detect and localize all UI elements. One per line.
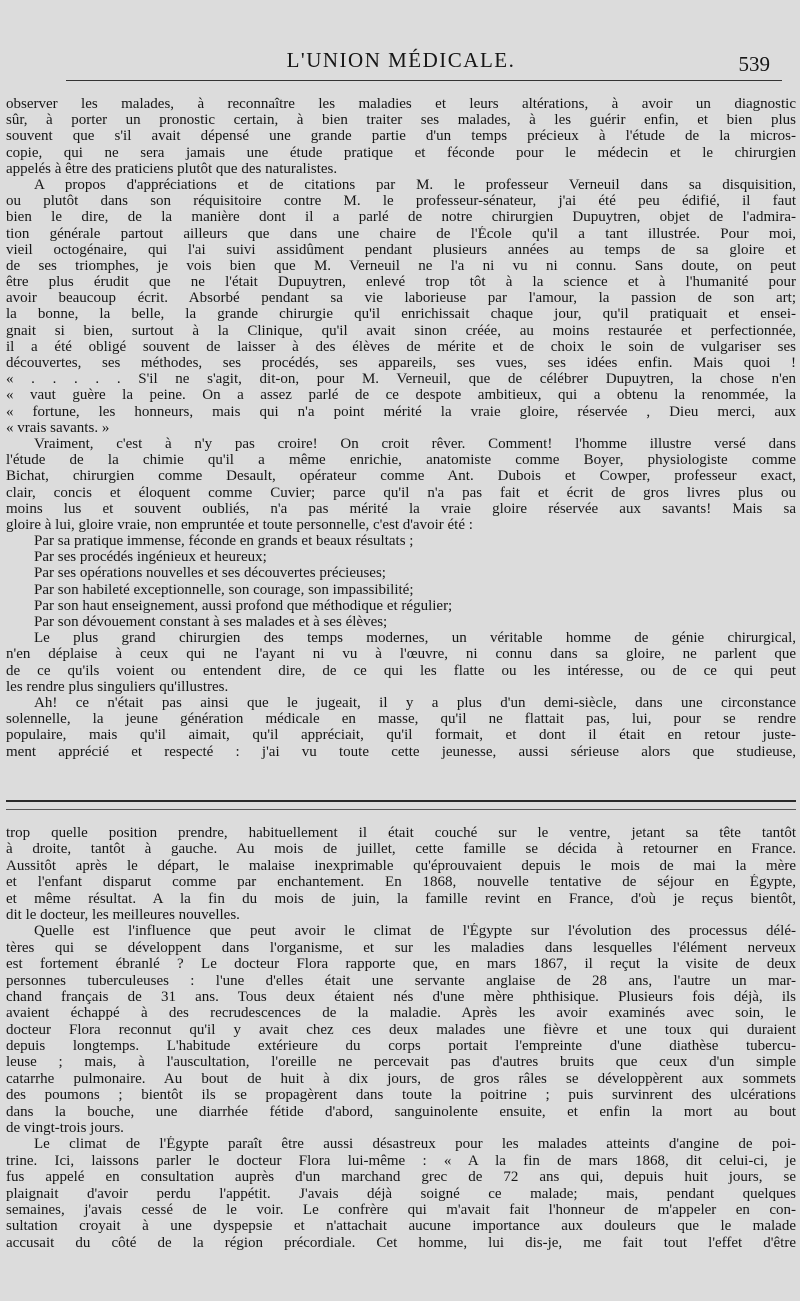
text-line: moins lus et souvent oubliés, n'a pas mérité la vraie gloire réservée aux savants! Mais sa (6, 500, 796, 517)
text-line: Quelle est l'influence que peut avoir le climat de l'Égypte sur l'évolution des processus délé- (34, 923, 796, 940)
list-item: Par sa pratique immense, féconde en grands et beaux résultats ; (34, 533, 414, 550)
text-line: et l'enfant disparut comme par enchantement. En 1868, nouvelle tentative de séjour en Égypte, (6, 874, 796, 891)
text-line: copie, qui ne sera jamais une étude pratique et féconde pour le médecin et le chirurgien (6, 144, 796, 161)
quoted-line: « vaut guère la peine. On a assez parlé de ce despote ambitieux, qui a obtenu la renommée, la (6, 387, 796, 404)
running-title: L'UNION MÉDICALE. (286, 48, 516, 72)
text-line: les rendre plus singuliers qu'illustres. (6, 678, 229, 695)
quoted-line: « fortune, les honneurs, mais qui n'a point mérité la vraie gloire, réservée , Dieu merci, aux (6, 403, 796, 420)
text-line: A propos d'appréciations et de citations par M. le professeur Verneuil dans sa disquisition, (34, 176, 796, 193)
text-line: bien le dire, de la manière dont il a parlé de notre chirurgien Dupuytren, objet de l'admira- (6, 209, 796, 226)
quoted-line: « . . . . . S'il ne s'agit, dit-on, pour M. Verneuil, que de célébrer Dupuytren, la chose n'en (6, 371, 796, 388)
text-line: Aussitôt après le départ, le malaise inexprimable qu'éprouvaient depuis le mois de mai la mère (6, 857, 796, 874)
text-line: sultation croyait à une dyspepsie et n'attachait aucune importance aux douleurs que le malade (6, 1218, 796, 1235)
list-item: Par ses procédés ingénieux et heureux; (34, 549, 267, 566)
text-line: être plus érudit que ne l'était Dupuytren, enlevé trop tôt à la science et à l'humanité pour (6, 274, 796, 291)
text-line: depuis longtemps. L'habitude extérieure du corps portait l'empreinte d'une diathèse tubercu- (6, 1038, 796, 1055)
text-line: fus appelé en consultation auprès d'un marchand grec de 72 ans qui, depuis huit jours, se (6, 1169, 796, 1186)
text-line: semaines, j'avais cessé de le voir. Le confrère qui m'avait fait l'honneur de m'appeler en con- (6, 1201, 796, 1218)
text-line: avoir beaucoup écrit. Absorbé pendant sa vie laborieuse par l'amour, la passion de son art; (6, 290, 796, 307)
text-line: docteur Flora reconnut qu'il y avait chez ces deux malades une fièvre et une toux qui duraient (6, 1021, 796, 1038)
text-line: Le plus grand chirurgien des temps modernes, un véritable homme de génie chirurgical, (34, 630, 796, 647)
text-line: populaire, mais qu'il aimait, qu'il appréciait, qu'il formait, et dont il était en retour juste- (6, 727, 796, 744)
text-line: de ce qu'ils voient ou entendent dire, de ce qui les flatte ou les intéresse, ou de ce qui peut (6, 662, 796, 679)
text-line: Le climat de l'Égypte paraît être aussi désastreux pour les malades atteints d'angine de poi- (34, 1136, 796, 1153)
text-line: à droite, tantôt à gauche. Au mois de juillet, cette famille se décida à retourner en France. (6, 841, 796, 858)
text-line: Vraiment, c'est à n'y pas croire! On croit rêver. Comment! l'homme illustre versé dans (34, 435, 796, 452)
text-line: personnes tuberculeuses : l'une d'elles était une servante anglaise de 28 ans, l'autre un mar- (6, 972, 796, 989)
list-item: Par ses opérations nouvelles et ses découvertes précieuses; (34, 565, 386, 582)
text-line: de ses triomphes, je vois bien que M. Verneuil ne l'a ni vu ni connu. Sans doute, on peut (6, 257, 796, 274)
text-line: sûr, à porter un pronostic certain, à bien traiter ses malades, à les guérir enfin, et bien plus (6, 112, 796, 129)
text-line: n'en déplaise à ceux qui ne l'ayant ni vu à l'œuvre, ni connu dans sa gloire, ne parlent que (6, 646, 796, 663)
running-head (6, 0, 796, 76)
text-line: clair, concis et éloquent comme Cuvier; parce qu'il n'a pas fait et écrit de gros livres plus ou (6, 484, 796, 501)
text-line: chand français de 31 ans. Tous deux étaient nés d'une mère phthisique. Plusieurs fois déjà, ils (6, 988, 796, 1005)
text-line: accusait du côté de la région précordiale. Cet homme, lui dis-je, me fait tout l'effet d'être (6, 1234, 796, 1251)
text-line: des poumons ; bientôt ils se propagèrent dans toute la poitrine ; puis survinrent des ulcérations (6, 1087, 796, 1104)
text-line: avaient échappé à des recrudescences de la maladie. Après les avoir examinés avec soin, le (6, 1005, 796, 1022)
page-number: 539 (738, 52, 770, 76)
section-divider (6, 800, 796, 810)
text-line: vieil octogénaire, qui l'ai suivi assidûment pendant plusieurs années au temps de sa gloire et (6, 241, 796, 258)
text-line: la bonne, la belle, la grande chirurgie qu'il enrichissait chaque jour, qu'il pratiquait et ensei- (6, 306, 796, 323)
text-line: découvertes, ses méthodes, ses procédés, ses appareils, ses vues, ses idées enfin. Mais quoi ! (6, 355, 796, 371)
list-item: Par son haut enseignement, aussi profond que méthodique et régulier; (34, 597, 453, 614)
text-line: et même résultat. A la fin du mois de juin, la famille revint en France, d'où je reçus bientôt, (6, 890, 796, 907)
text-line: solennelle, la jeune génération médicale en masse, qu'il ne flattait pas, lui, pour se rendre (6, 711, 796, 728)
text-line: gloire à lui, gloire vraie, non empruntée et toute personnelle, c'est d'avoir été : (6, 516, 473, 533)
text-line: tères qui se développent dans l'organisme, et sur les maladies dans lesquelles l'élément nerveux (6, 939, 796, 956)
text-line: ment apprécié et respecté : j'ai vu toute cette jeunesse, aussi sérieuse alors que studieuse, (6, 743, 796, 760)
main-article-text (6, 96, 796, 760)
text-line: Ah! ce n'était pas ainsi que le jugeait, il y a plus d'un demi-siècle, dans une circonstance (34, 694, 796, 711)
text-line: observer les malades, à reconnaître les maladies et leurs altérations, à avoir un diagnostic (6, 96, 796, 112)
quoted-line: « vrais savants. » (6, 419, 110, 436)
text-line: est fortement ébranlé ? Le docteur Flora rapporte que, en mars 1867, il reçut la visite de deux (6, 956, 796, 973)
text-line: plaignait d'avoir perdu l'appétit. J'avais déjà soigné ce malade; mais, pendant quelques (6, 1185, 796, 1202)
text-line: de vingt-trois jours. (6, 1120, 124, 1137)
text-line: il a été obligé souvent de laisser à des élèves de mérite et de choix le soin de vulgariser ses (6, 338, 796, 355)
feuilleton-text (6, 825, 796, 1251)
text-line: tion générale partout ailleurs que dans une chaire de l'École qu'il a tant illustrée. Pour moi, (6, 225, 796, 242)
text-line: l'étude de la chimie qu'il a même enrichie, anatomiste comme Boyer, physiologiste comme (6, 452, 796, 469)
list-item: Par son habileté exceptionnelle, son courage, son impassibilité; (34, 581, 414, 598)
text-line: appelés à être des praticiens plutôt que des naturalistes. (6, 160, 338, 177)
text-line: leuse ; mais, à l'auscultation, l'oreille ne percevait pas d'autres bruits que ceux d'un simple (6, 1054, 796, 1071)
text-line: gnait si bien, surtout à la Clinique, qu'il avait sinon créée, au moins restaurée et perfectionnée, (6, 322, 796, 339)
text-line: souvent que s'il avait dépensé une grande partie d'un temps précieux à l'étude de la micros- (6, 128, 796, 145)
header-rule (66, 80, 782, 81)
text-line: dans la bouche, une diarrhée fétide d'abord, sanguinolente ensuite, et enfin la mort au bout (6, 1103, 796, 1120)
text-line: catarrhe pulmonaire. Au bout de huit à dix jours, de gros râles se développèrent aux sommets (6, 1070, 796, 1087)
list-item: Par son dévouement constant à ses malades et à ses élèves; (34, 614, 388, 630)
text-line: trop quelle position prendre, habituellement il était couché sur le ventre, jetant sa tête tantôt (6, 825, 796, 841)
text-line: trine. Ici, laissons parler le docteur Flora lui-même : « A la fin de mars 1868, dit celui-ci, je (6, 1152, 796, 1169)
text-line: Bichat, chirurgien comme Desault, opérateur comme Ant. Dubois et Cowper, professeur exact, (6, 468, 796, 485)
text-line: ou plutôt dans son réquisitoire contre M. le professeur-sénateur, j'ai été peu édifié, il faut (6, 193, 796, 210)
text-line: dit le docteur, les meilleures nouvelles. (6, 906, 240, 923)
